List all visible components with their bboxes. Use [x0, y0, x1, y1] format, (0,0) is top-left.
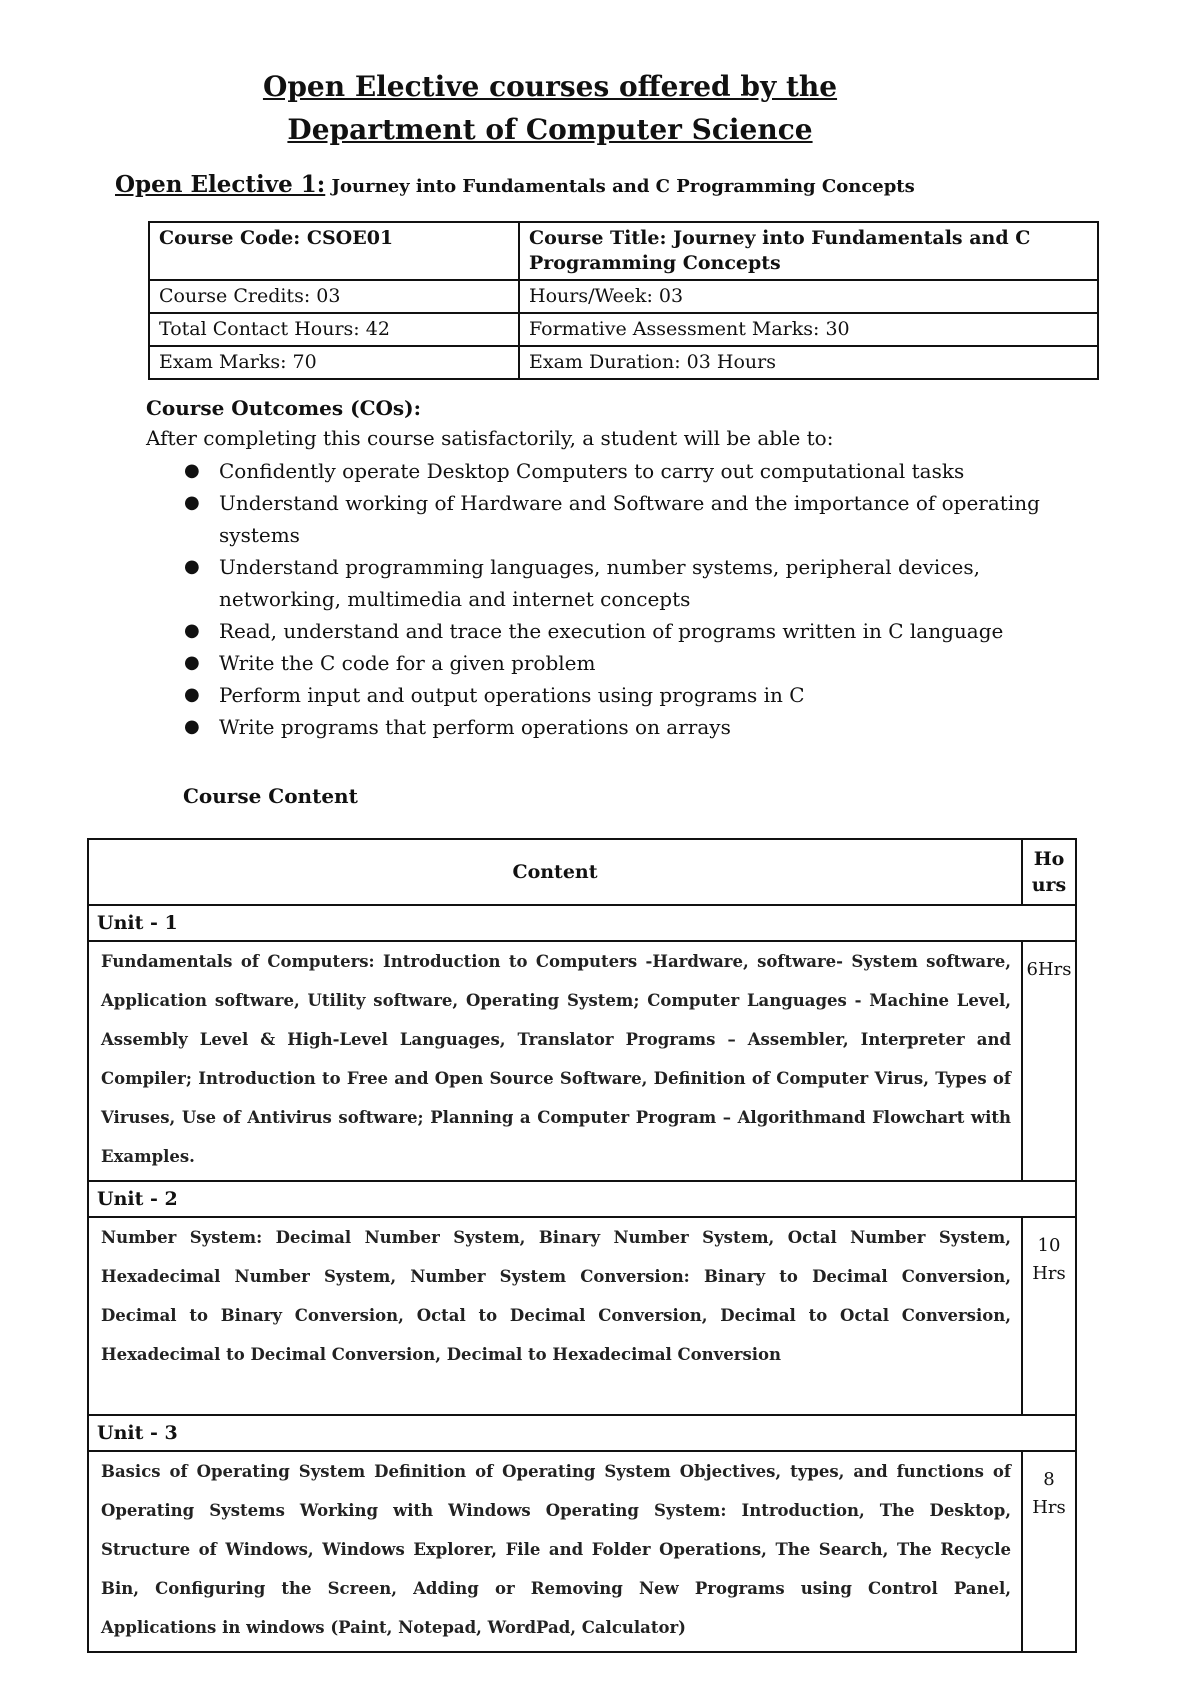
bullet-icon: ●: [184, 556, 200, 577]
course-outcomes: [146, 393, 1086, 743]
bullet-icon: ●: [184, 460, 200, 481]
course-info-row: [149, 346, 1098, 379]
list-item: [146, 487, 1086, 551]
course-title: Course Title: Journey into Fundamentals and C Programming Concepts: [519, 222, 1098, 280]
hours-header: Ho urs: [1022, 839, 1076, 905]
unit-1-content: Fundamentals of Computers: Introduction to Computers -Hardware, software- System software, Application software, Utility software, Operating System; Computer Languages - Machine Level, Assembly Level & High-Level Languages, Translator Programs – Assembler, Interpreter and Compiler; Introduction to Free and Open Source Software, Definition of Computer Virus, Types of Viruses, Use of Antivirus software; Planning a Computer Program – Algorithmand Flowchart with Examples.: [88, 941, 1022, 1181]
table-row: [88, 1451, 1076, 1652]
course-info-table: [148, 221, 1099, 380]
bullet-icon: ●: [184, 652, 200, 673]
unit-2-content: Number System: Decimal Number System, Binary Number System, Octal Number System, Hexadecimal Number System, Number System Conversion: Binary to Decimal Conversion, Decimal to Binary Conversion, Octal to Decimal Conversion, Decimal to Octal Conversion, Hexadecimal to Decimal Conversion, Decimal to Hexadecimal Conversion: [88, 1217, 1022, 1415]
unit-1-label: Unit - 1: [88, 905, 1076, 941]
outcome-text: Write programs that perform operations on arrays: [219, 715, 731, 739]
unit-3-content: Basics of Operating System Definition of Operating System Objectives, types, and functions of Operating Systems Working with Windows Operating System: Introduction, The Desktop, Structure of Windows, Windows Explorer, File and Folder Operations, The Search, The Recycle Bin, Configuring the Screen, Adding or Removing New Programs using Control Panel, Applications in windows (Paint, Notepad, WordPad, Calculator): [88, 1451, 1022, 1652]
unit-2-label: Unit - 2: [88, 1181, 1076, 1217]
content-header-row: [88, 839, 1076, 905]
list-item: [146, 615, 1086, 647]
content-header: Content: [88, 839, 1022, 905]
total-contact-hours: Total Contact Hours: 42: [149, 313, 519, 346]
outcome-text: Understand working of Hardware and Software and the importance of operating systems: [219, 491, 1040, 547]
bullet-icon: ●: [184, 684, 200, 705]
formative-assessment-marks: Formative Assessment Marks: 30: [519, 313, 1098, 346]
unit-label-row: [88, 1415, 1076, 1451]
list-item: [146, 455, 1086, 487]
course-content-table: [87, 838, 1077, 1653]
bullet-icon: ●: [184, 492, 200, 513]
list-item: [146, 679, 1086, 711]
unit-label-row: [88, 905, 1076, 941]
unit-label-row: [88, 1181, 1076, 1217]
unit-1-hours: 6Hrs: [1022, 941, 1076, 1181]
table-row: [88, 941, 1076, 1181]
page-title-line2: Department of Computer Science: [287, 113, 813, 146]
course-content-title: Course Content: [183, 784, 358, 808]
unit-2-hours: 10 Hrs: [1022, 1217, 1076, 1415]
list-item: [146, 551, 1086, 615]
course-credits: Course Credits: 03: [149, 280, 519, 313]
outcomes-list: [146, 455, 1086, 743]
unit-3-label: Unit - 3: [88, 1415, 1076, 1451]
unit-3-hours: 8 Hrs: [1022, 1451, 1076, 1652]
open-elective-line: [115, 171, 915, 198]
exam-marks: Exam Marks: 70: [149, 346, 519, 379]
page-title-line1: Open Elective courses offered by the: [262, 70, 838, 103]
open-elective-title: Journey into Fundamentals and C Programming Concepts: [325, 176, 915, 197]
hours-per-week: Hours/Week: 03: [519, 280, 1098, 313]
outcome-text: Understand programming languages, number systems, peripheral devices, networking, multimedia and internet concepts: [219, 555, 980, 611]
bullet-icon: ●: [184, 716, 200, 737]
outcome-text: Confidently operate Desktop Computers to carry out computational tasks: [219, 459, 965, 483]
bullet-icon: ●: [184, 620, 200, 641]
outcome-text: Read, understand and trace the execution of programs written in C language: [219, 619, 1004, 643]
outcome-text: Write the C code for a given problem: [219, 651, 596, 675]
outcomes-heading: Course Outcomes (COs):: [146, 396, 422, 420]
course-info-row: [149, 313, 1098, 346]
course-info-row: [149, 222, 1098, 280]
list-item: [146, 711, 1086, 743]
list-item: [146, 647, 1086, 679]
outcome-text: Perform input and output operations using programs in C: [219, 683, 805, 707]
exam-duration: Exam Duration: 03 Hours: [519, 346, 1098, 379]
course-info-row: [149, 280, 1098, 313]
table-row: [88, 1217, 1076, 1415]
course-code: Course Code: CSOE01: [149, 222, 519, 280]
outcomes-intro: After completing this course satisfactorily, a student will be able to:: [146, 426, 834, 450]
open-elective-label: Open Elective 1:: [115, 171, 326, 198]
